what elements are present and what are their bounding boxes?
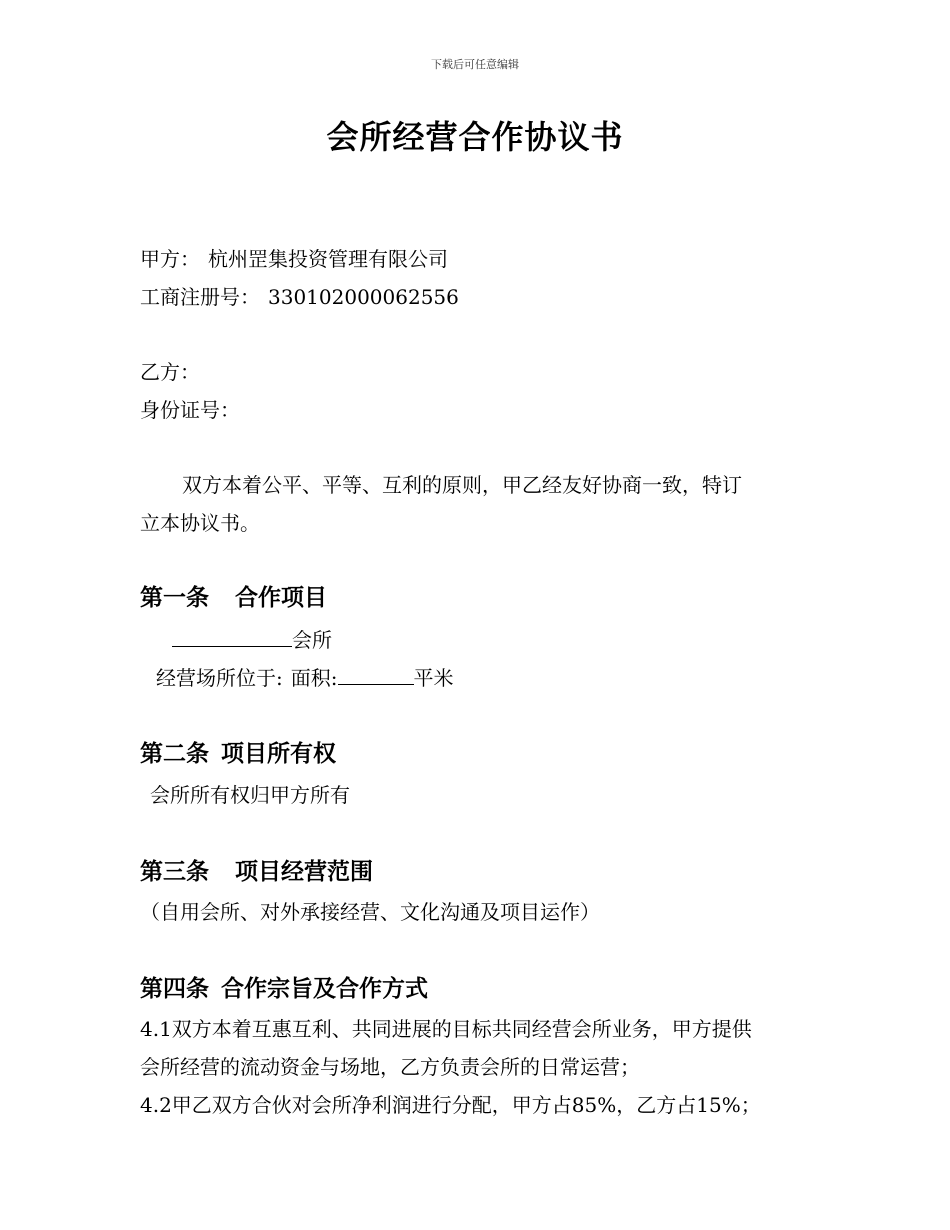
- article-4-item-1-line-1: 4.1双方本着互惠互利、共同进展的目标共同经营会所业务，甲方提供: [140, 1017, 752, 1041]
- article-2-heading: [140, 739, 336, 769]
- location-line: [156, 662, 454, 692]
- article-1-number: 第一条: [140, 584, 209, 611]
- area-blank: [338, 662, 414, 685]
- article-2-title: 项目所有权: [221, 740, 336, 767]
- article-4-heading: [140, 974, 428, 1004]
- party-b-id-label: 身份证号：: [140, 398, 240, 422]
- club-name-blank: [172, 624, 292, 647]
- article-4-number: 第四条: [140, 975, 209, 1002]
- party-a-label: 甲方：: [140, 247, 200, 271]
- article-3-heading: [140, 857, 373, 887]
- area-unit: 平米: [413, 666, 454, 690]
- article-4-item-1-line-2: 会所经营的流动资金与场地，乙方负责会所的日常运营；: [140, 1055, 640, 1079]
- intro-line-2: 立本协议书。: [140, 511, 260, 535]
- party-a-line: [140, 245, 448, 273]
- article-4-item-2: 4.2甲乙双方合伙对会所净利润进行分配，甲方占85%，乙方占15%；: [140, 1093, 761, 1117]
- club-name-line: [172, 624, 332, 654]
- intro-line-1: 双方本着公平、平等、互利的原则，甲乙经友好协商一致，特订: [182, 473, 742, 497]
- party-a-name: 杭州罡集投资管理有限公司: [208, 247, 448, 271]
- article-3-title: 项目经营范围: [235, 858, 373, 885]
- header-note: 下载后可任意编辑: [431, 58, 519, 71]
- article-3-text: （自用会所、对外承接经营、文化沟通及项目运作）: [140, 900, 600, 924]
- article-1-title: 合作项目: [235, 584, 327, 611]
- party-b-label: 乙方：: [140, 360, 200, 384]
- registration-number: 330102000062556: [268, 285, 459, 309]
- article-4-title: 合作宗旨及合作方式: [221, 975, 428, 1002]
- article-1-heading: [140, 583, 327, 613]
- article-2-text: 会所所有权归甲方所有: [150, 783, 350, 807]
- article-2-number: 第二条: [140, 740, 209, 767]
- article-3-number: 第三条: [140, 858, 209, 885]
- party-a-registration-line: [140, 283, 459, 311]
- club-suffix: 会所: [292, 628, 332, 652]
- registration-label: 工商注册号：: [140, 285, 260, 309]
- area-label: 面积:: [290, 666, 338, 690]
- document-title: 会所经营合作协议书: [326, 118, 624, 156]
- location-label: 经营场所位于:: [156, 666, 283, 690]
